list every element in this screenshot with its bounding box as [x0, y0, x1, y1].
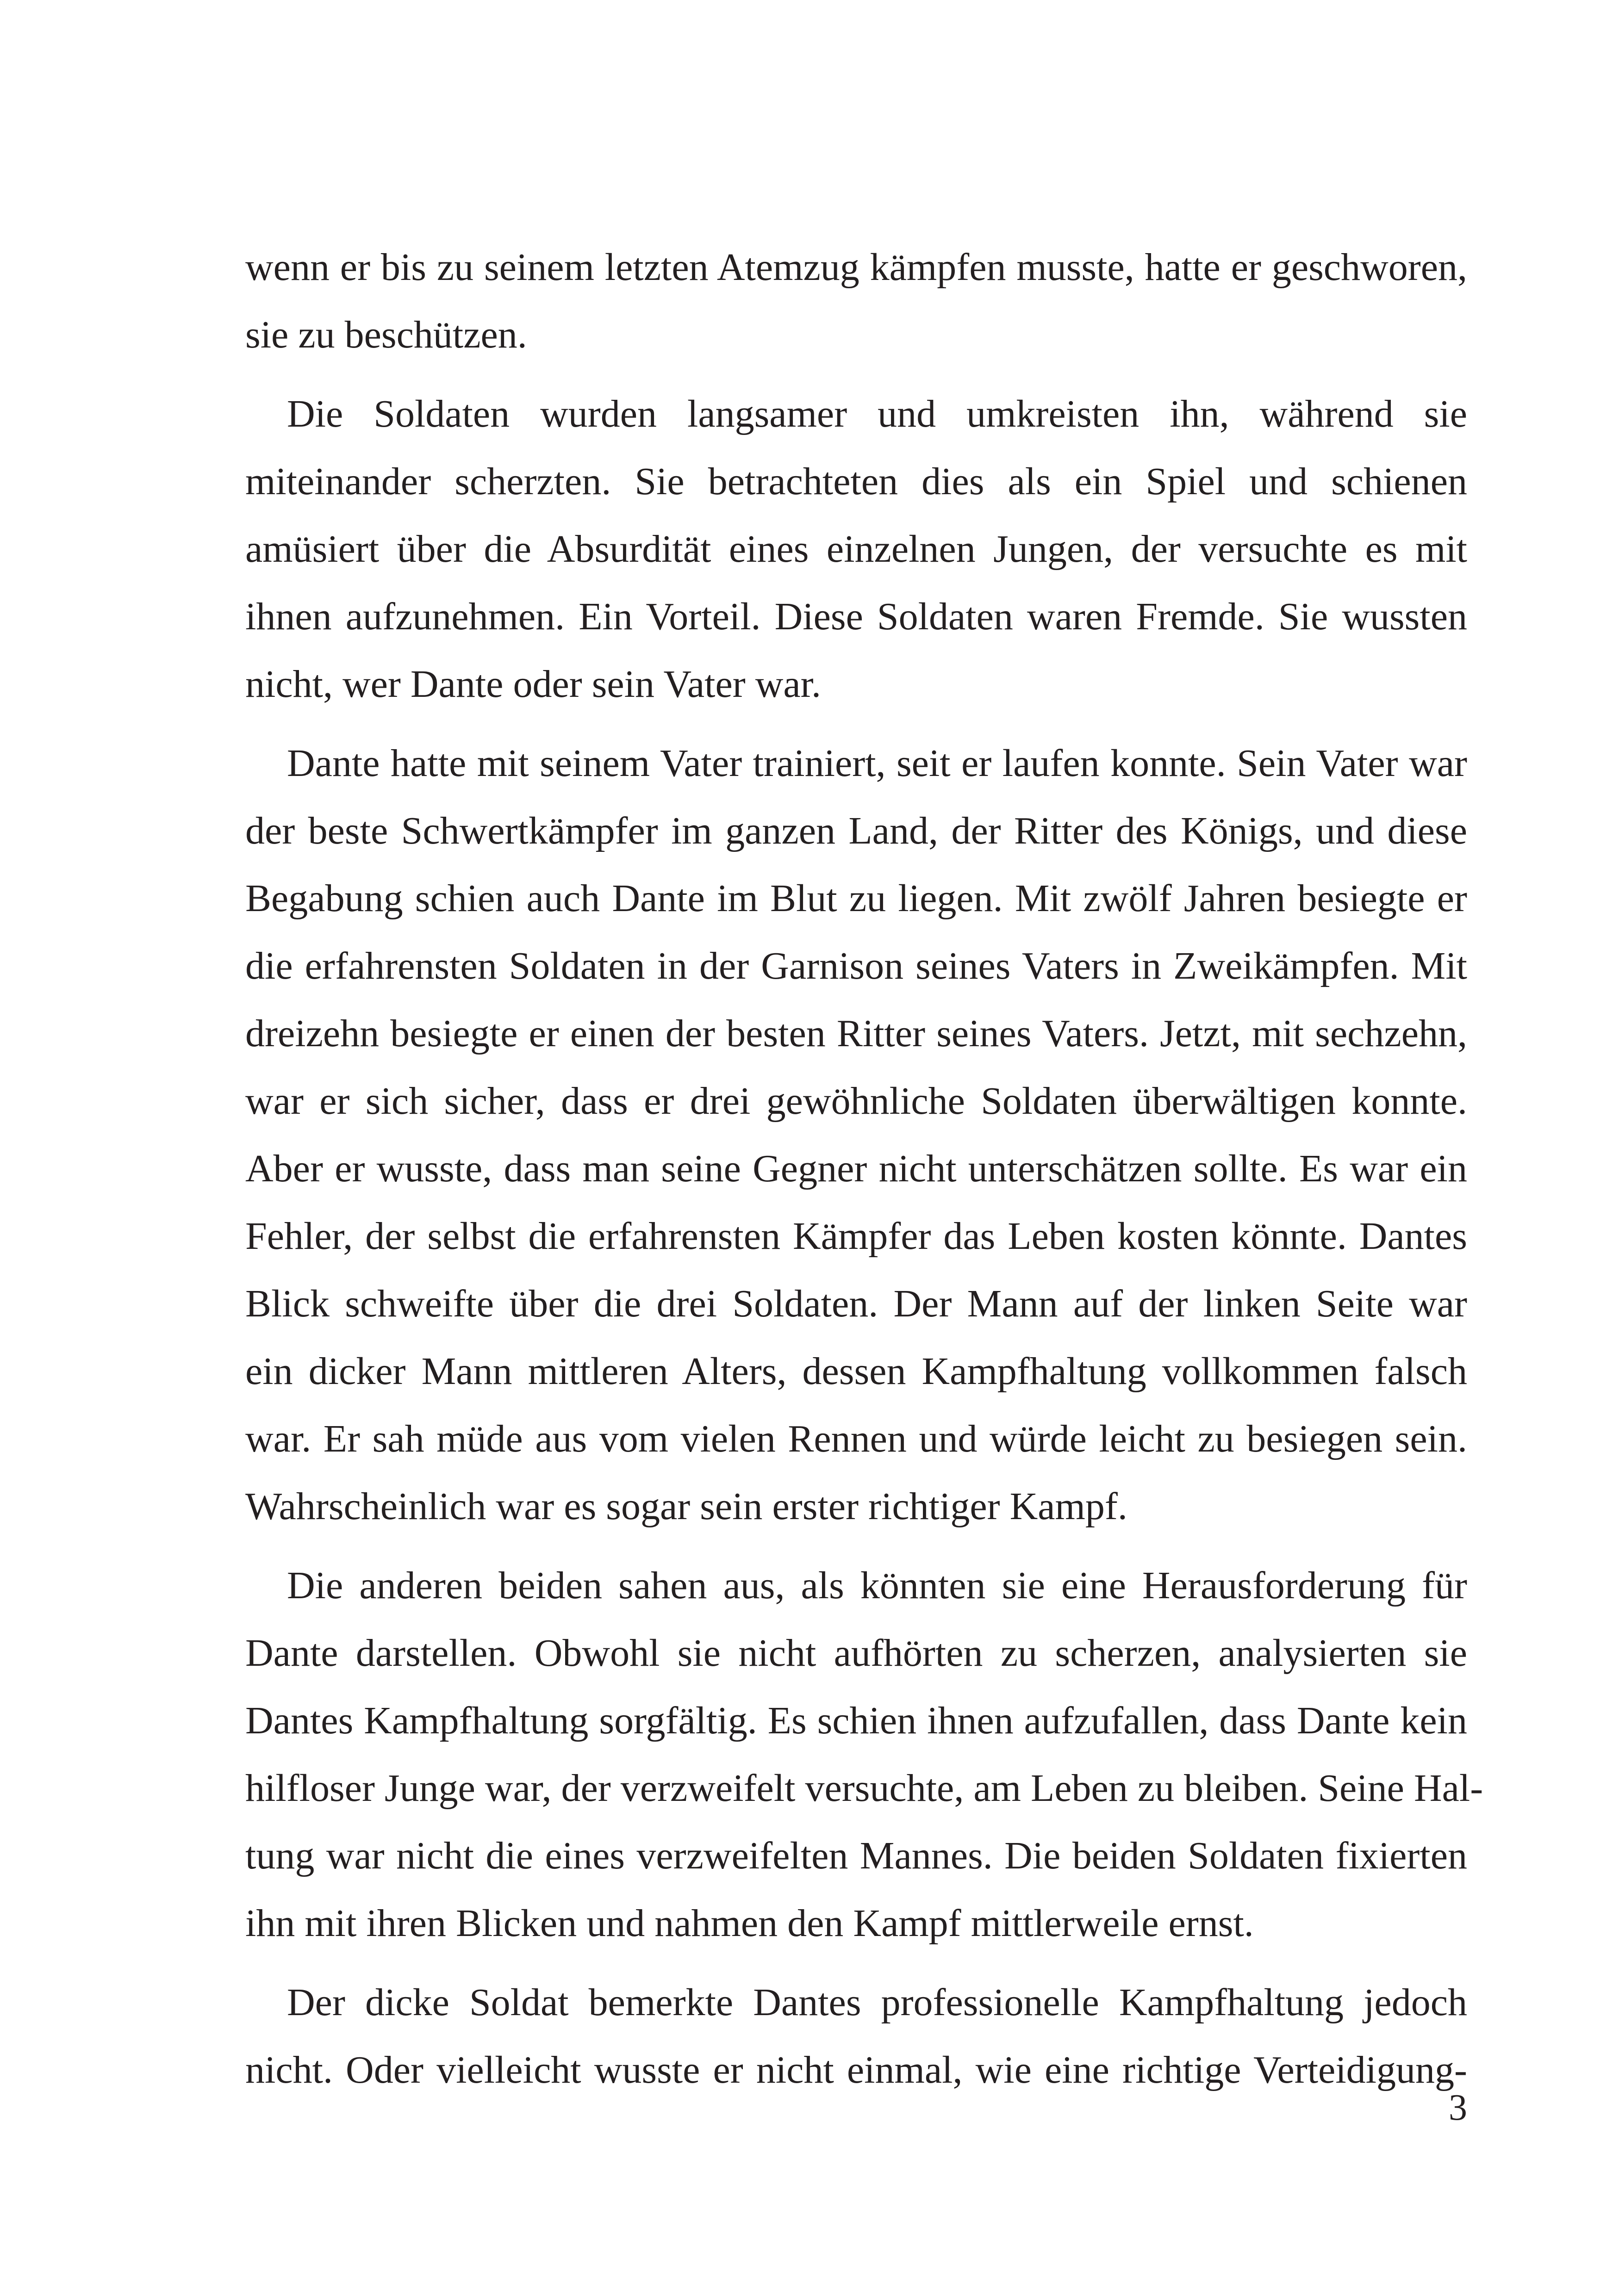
- text-line: Begabung schien auch Dante im Blut zu liegen. Mit zwölf Jahren besiegte er: [245, 877, 1467, 920]
- text-line: Blick schweifte über die drei Soldaten. Der Mann auf der linken Seite war: [245, 1282, 1467, 1325]
- text-line: ein dicker Mann mittleren Alters, dessen Kampfhaltung vollkommen falsch: [245, 1350, 1467, 1393]
- text-line: nicht. Oder vielleicht wusste er nicht einmal, wie eine richtige Verteidigung-: [245, 2048, 1467, 2091]
- text-line: nicht, wer Dante oder sein Vater war.: [245, 663, 822, 706]
- text-line: war. Er sah müde aus vom vielen Rennen und würde leicht zu besiegen sein.: [245, 1417, 1467, 1460]
- text-line: sie zu beschützen.: [245, 313, 527, 356]
- text-line: ihnen aufzunehmen. Ein Vorteil. Diese Soldaten waren Fremde. Sie wussten: [245, 595, 1467, 638]
- text-line: war er sich sicher, dass er drei gewöhnliche Soldaten überwältigen konnte.: [245, 1080, 1467, 1123]
- text-line: ihn mit ihren Blicken und nahmen den Kampf mittlerweile ernst.: [245, 1902, 1254, 1945]
- paragraph-4: [245, 1552, 1483, 1957]
- paragraph-5: [245, 1969, 1467, 2104]
- text-line: Wahrscheinlich war es sogar sein erster richtiger Kampf.: [245, 1485, 1127, 1528]
- text-line: wenn er bis zu seinem letzten Atemzug kämpfen musste, hatte er geschworen,: [245, 246, 1467, 289]
- paragraph-1: [245, 234, 1467, 369]
- text-line: miteinander scherzten. Sie betrachteten dies als ein Spiel und schienen: [245, 460, 1467, 503]
- text-line: Dante darstellen. Obwohl sie nicht aufhörten zu scherzen, analysierten sie: [245, 1632, 1467, 1675]
- text-line: Dante hatte mit seinem Vater trainiert, seit er laufen konnte. Sein Vater war: [287, 742, 1467, 785]
- paragraph-2: [245, 380, 1467, 718]
- text-line: tung war nicht die eines verzweifelten Mannes. Die beiden Soldaten fixierten: [245, 1834, 1467, 1877]
- text-line: Der dicke Soldat bemerkte Dantes professionelle Kampfhaltung jedoch: [287, 1981, 1467, 2024]
- page-number: 3: [1449, 2087, 1467, 2128]
- text-line: dreizehn besiegte er einen der besten Ritter seines Vaters. Jetzt, mit sechzehn,: [245, 1012, 1467, 1055]
- text-line: amüsiert über die Absurdität eines einzelnen Jungen, der versuchte es mit: [245, 527, 1467, 571]
- paragraph-3: [245, 730, 1467, 1540]
- text-line: Aber er wusste, dass man seine Gegner nicht unterschätzen sollte. Es war ein: [245, 1147, 1467, 1190]
- text-line: Die Soldaten wurden langsamer und umkreisten ihn, während sie: [287, 392, 1467, 435]
- text-line: Fehler, der selbst die erfahrensten Kämpfer das Leben kosten könnte. Dantes: [245, 1215, 1467, 1258]
- text-line: Dantes Kampfhaltung sorgfältig. Es schien ihnen aufzufallen, dass Dante kein: [245, 1699, 1467, 1742]
- body-text: [245, 234, 1483, 2116]
- text-line: hilfloser Junge war, der verzweifelt versuchte, am Leben zu bleiben. Seine Hal-: [245, 1767, 1483, 1810]
- text-line: die erfahrensten Soldaten in der Garnison seines Vaters in Zweikämpfen. Mit: [245, 944, 1467, 987]
- text-line: Die anderen beiden sahen aus, als könnten sie eine Herausforderung für: [287, 1564, 1467, 1607]
- text-line: der beste Schwertkämpfer im ganzen Land, der Ritter des Königs, und diese: [245, 809, 1467, 852]
